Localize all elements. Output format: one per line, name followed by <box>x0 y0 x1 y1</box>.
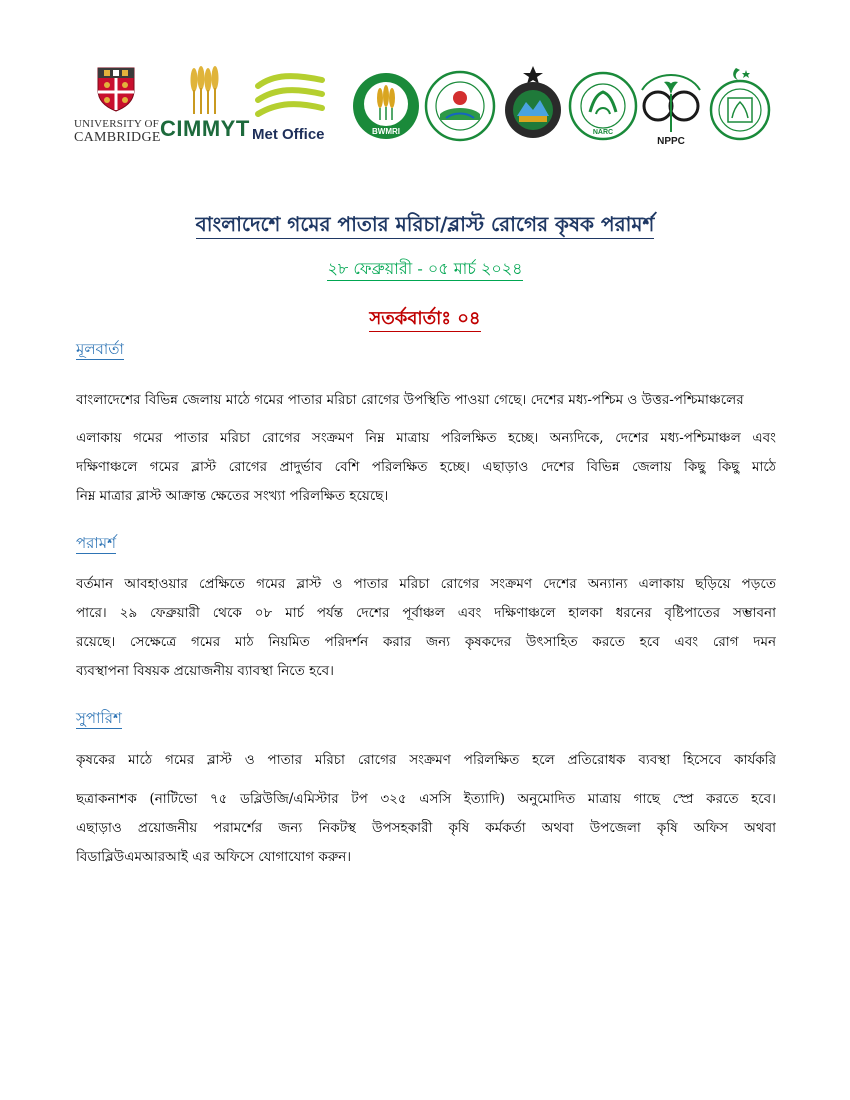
cambridge-text-line2: CAMBRIDGE <box>74 130 161 145</box>
section-heading-recommendation <box>76 707 122 732</box>
paragraph-line: পারে। ২৯ ফেব্রুয়ারী থেকে ০৮ মার্চ পর্যন্ত দেশের পূর্বাঞ্চল এবং দক্ষিণাঞ্চলে হালকা ধরনের বৃষ্টিপাতের সম্ভাবনা <box>76 605 776 621</box>
bwmri-logo <box>352 68 420 144</box>
cimmyt-name: CIMMYT <box>160 116 250 141</box>
bwmri-abbr: BWMRI <box>372 127 400 136</box>
nppc-circles-icon <box>634 68 708 148</box>
paragraph-line: নিম্ন মাত্রার ব্লাস্ট আক্রান্ত ক্ষেতের সংখ্যা পরিলক্ষিত হয়েছে। <box>76 488 389 504</box>
paragraph-line: বাংলাদেশের বিভিন্ন জেলায় মাঠে গমের পাতার মরিচা রোগের উপস্থিতি পাওয়া গেছে। দেশের মধ্য-পশ্চিম ও উত্তর-পশ্চিমাঞ্চলের <box>76 392 744 408</box>
paragraph-line: বর্তমান আবহাওয়ার প্রেক্ষিতে গমের ব্লাস্ট ও পাতার মরিচা রোগের সংক্রমণ দেশের অন্যান্য এলাকায় ছড়িয়ে পড়তে <box>76 576 776 592</box>
bwmri-seal-icon <box>352 68 420 144</box>
paragraph-line: দক্ষিণাঞ্চলে গমের ব্লাস্ট রোগের প্রাদুর্ভাব বেশি পরিলক্ষিত হচ্ছে। এছাড়াও দেশের বিভিন্ন জেলায় কিছু কিছু মাঠে <box>76 459 776 475</box>
cambridge-shield-icon <box>96 66 136 112</box>
cambridge-logo <box>74 66 160 146</box>
section-heading-key-message <box>76 338 124 363</box>
alert-label-text: সতর্কবার্তাঃ ০৪ <box>369 308 480 332</box>
document-title-text: বাংলাদেশে গমের পাতার মরিচা/ব্লাস্ট রোগের কৃষক পরামর্শ <box>196 212 655 239</box>
narc-logo <box>568 68 638 144</box>
paragraph-line: এছাড়াও প্রয়োজনীয় পরামর্শের জন্য নিকটস্থ উপসহকারী কৃষি কর্মকর্তা অথবা উপজেলা কৃষি অফিস অথবা <box>76 820 776 836</box>
date-range <box>0 256 850 283</box>
section-heading-text: সুপারিশ <box>76 709 122 727</box>
paragraph-line: ছত্রাকনাশক (নাটিভো ৭৫ ডব্লিউজি/এমিস্টার টপ ৩২৫ এসসি ইত্যাদি) অনুমোদিত মাত্রায় গাছে স্প্রে করতে হবে। <box>76 791 776 807</box>
university-seal-logo <box>498 64 568 142</box>
document-title <box>0 210 850 243</box>
agri-university-seal-icon <box>706 64 774 144</box>
section-heading-text: পরামর্শ <box>76 534 116 552</box>
wheat-icon <box>188 66 222 114</box>
logo-row <box>0 62 850 152</box>
nppc-abbr: NPPC <box>657 136 685 147</box>
paragraph-line: রয়েছে। সেক্ষেত্রে গমের মাঠ নিয়মিত পরিদর্শন করার জন্য কৃষকদের উৎসাহিত করতে হবে এবং রোগ দমন <box>76 634 776 650</box>
narc-seal-icon <box>568 68 638 144</box>
university-seal-icon <box>498 64 568 142</box>
paragraph-line: বিডাব্লিউএমআরআই এর অফিসে যোগাযোগ করুন। <box>76 849 352 865</box>
paragraph-line: ব্যবস্থাপনা বিষয়ক প্রয়োজনীয় ব্যাবস্থা নিতে হবে। <box>76 663 334 679</box>
cimmyt-logo <box>160 66 254 146</box>
narc-abbr: NARC <box>592 129 614 136</box>
ministry-seal-logo <box>424 68 496 144</box>
date-range-text: ২৮ ফেব্রুয়ারী - ০৫ মার্চ ২০২৪ <box>327 259 522 281</box>
cambridge-text-line1: UNIVERSITY OF <box>74 118 159 130</box>
agri-university-seal-logo <box>706 64 774 144</box>
met-office-waves-icon <box>254 72 326 122</box>
ministry-seal-icon <box>424 68 496 144</box>
section-heading-advice <box>76 532 116 557</box>
met-office-name: Met Office <box>252 126 325 143</box>
section-heading-text: মূলবার্তা <box>76 340 124 358</box>
nppc-logo <box>634 68 708 148</box>
paragraph-line: কৃষকের মাঠে গমের ব্লাস্ট ও পাতার মরিচা রোগের সংক্রমণ পরিলক্ষিত হলে প্রতিরোধক ব্যবস্থা হিসেবে কার্যকরি <box>76 752 776 768</box>
met-office-logo <box>252 72 328 142</box>
paragraph-line: এলাকায় গমের পাতার মরিচা রোগের সংক্রমণ নিম্ন মাত্রায় পরিলক্ষিত হচ্ছে। অন্যদিকে, দেশের মধ্য-পশ্চিমাঞ্চল এবং <box>76 430 776 446</box>
alert-label <box>0 304 850 335</box>
